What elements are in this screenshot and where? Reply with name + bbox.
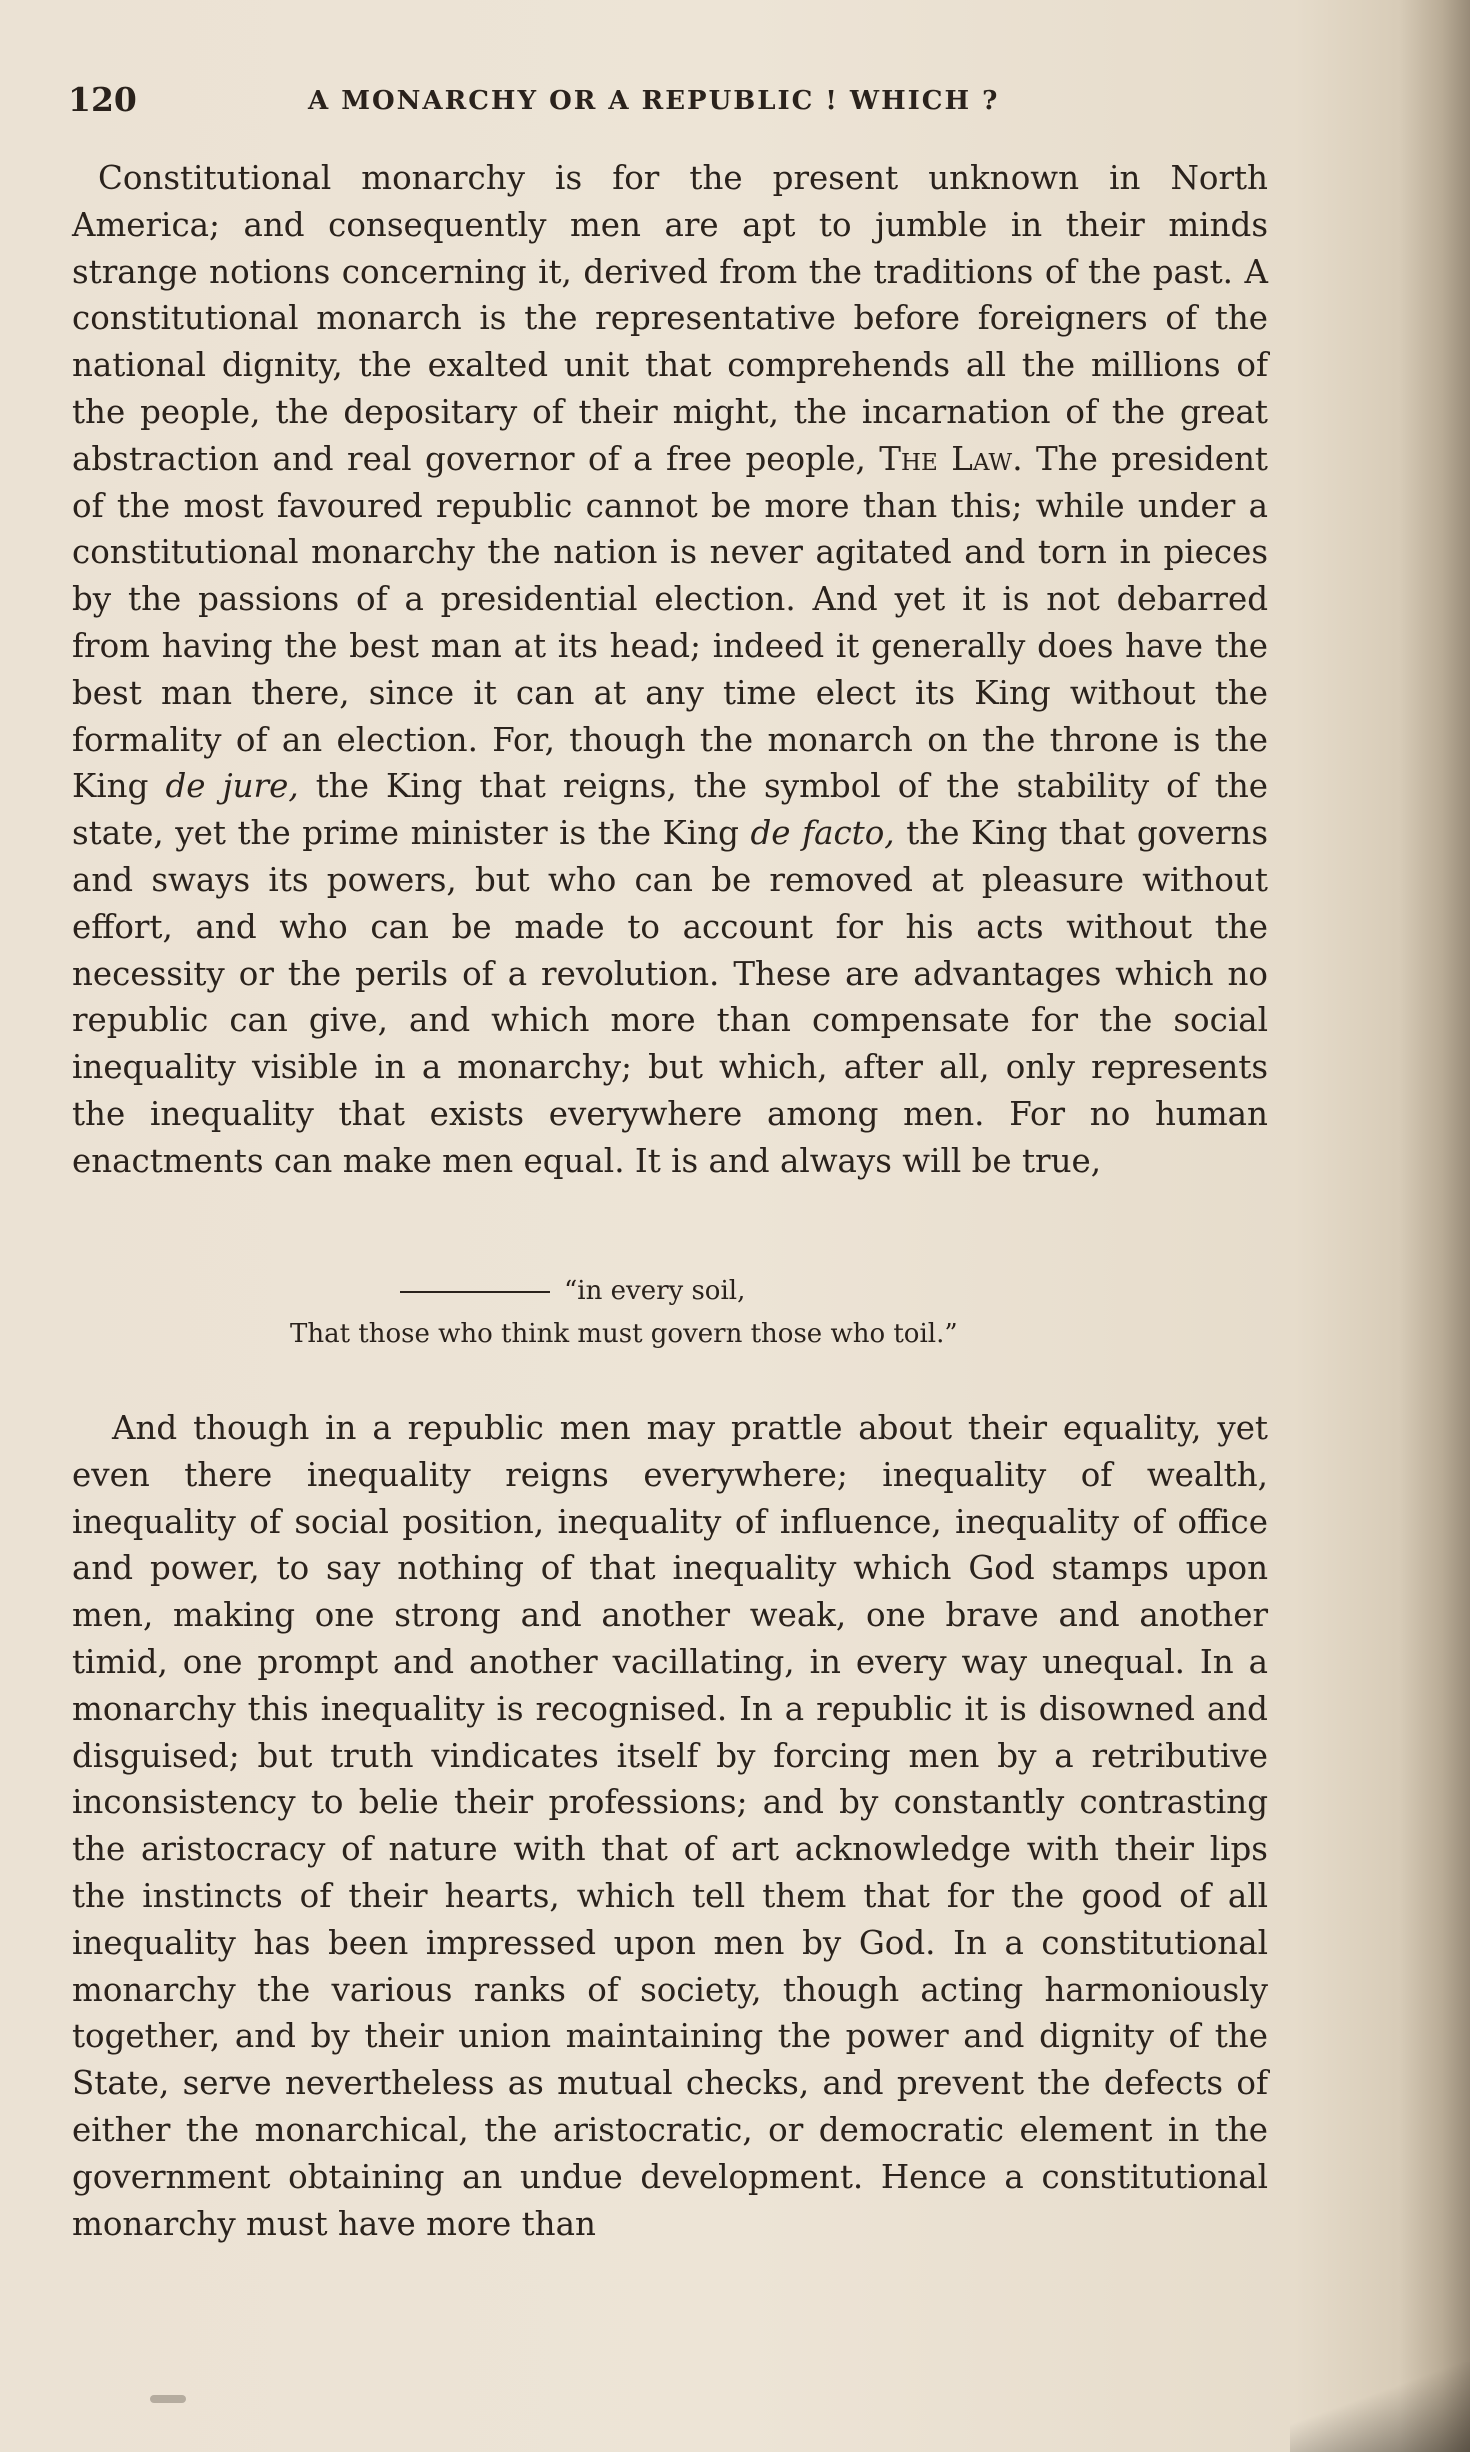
paragraph-1-part-d: the King that governs and sways its powers, but who can be removed at pleasure without effort, and who can be made to account for his acts without the necessity or the perils of a revolution. These are advantages which no republic can give, and which more than compensate for the social inequality visible in a monarchy; but which, after all, only represents the inequality that exists everywhere among men. For no human enactments can make men equal. It is and always will be true, [72, 814, 1268, 1180]
verse-quotation [290, 1270, 1190, 1356]
paragraph-1-part-c: the King that reigns, the symbol of the stability of the state, yet the prime minister is the King [72, 767, 1269, 853]
page-edge-shadow [1400, 0, 1470, 2452]
de-jure-term: de jure, [165, 767, 299, 806]
ink-smudge [150, 2395, 186, 2403]
page-corner-shadow [1290, 2362, 1470, 2452]
running-title: A MONARCHY OR A REPUBLIC ! WHICH ? [308, 86, 1000, 116]
running-head [68, 72, 1268, 132]
quote-line-1 [290, 1270, 1190, 1313]
de-facto-term: de facto, [750, 814, 895, 853]
quote-line-2: That those who think must govern those who toil.” [290, 1319, 958, 1349]
quote-line-1-text: “in every soil, [564, 1276, 746, 1306]
the-law-term: The Law. [879, 439, 1023, 478]
paragraph-1-part-a: Constitutional monarchy is for the present unknown in North America; and consequently men are apt to jumble in their minds strange notions concerning it, derived from the traditions of the past. A constitutional monarch is the representative before foreigners of the national dignity, the exalted unit that comprehends all the millions of the people, the depositary of their might, the incarnation of the great abstraction and real governor of a free people, [72, 159, 1268, 478]
page-number: 120 [68, 80, 137, 119]
paragraph-2: And though in a republic men may prattle about their equality, yet even there inequality reigns everywhere; inequality of wealth, inequality of social position, inequality of influence, inequality of office and power, to say nothing of that inequality which God stamps upon men, making one strong and another weak, one brave and another timid, one prompt and another vacillating, in every way unequal. In a monarchy this inequality is recognised. In a republic it is disowned and disguised; but truth vindicates itself by forcing men by a retributive inconsistency to belie their professions; and by constantly contrasting the aristocracy of nature with that of art acknowledge with their lips the instincts of their hearts, which tell them that for the good of all inequality has been impressed upon men by God. In a constitutional monarchy the various ranks of society, though acting harmoniously together, and by their union maintaining the power and dignity of the State, serve nevertheless as mutual checks, and prevent the defects of either the monarchical, the aristocratic, or democratic element in the government obtaining an undue development. Hence a constitutional monarchy must have more than [72, 1409, 1268, 2243]
paragraph-1-part-b: The president of the most favoured republic cannot be more than this; while under a constitutional monarchy the nation is never agitated and torn in pieces by the passions of a presidential election. And yet it is not debarred from having the best man at its head; indeed it generally does have the best man there, since it can at any time elect its King without the formality of an election. For, though the monarch on the throne is the King [72, 439, 1268, 806]
paragraph-1 [72, 155, 1268, 1185]
quote-dash [400, 1291, 550, 1293]
